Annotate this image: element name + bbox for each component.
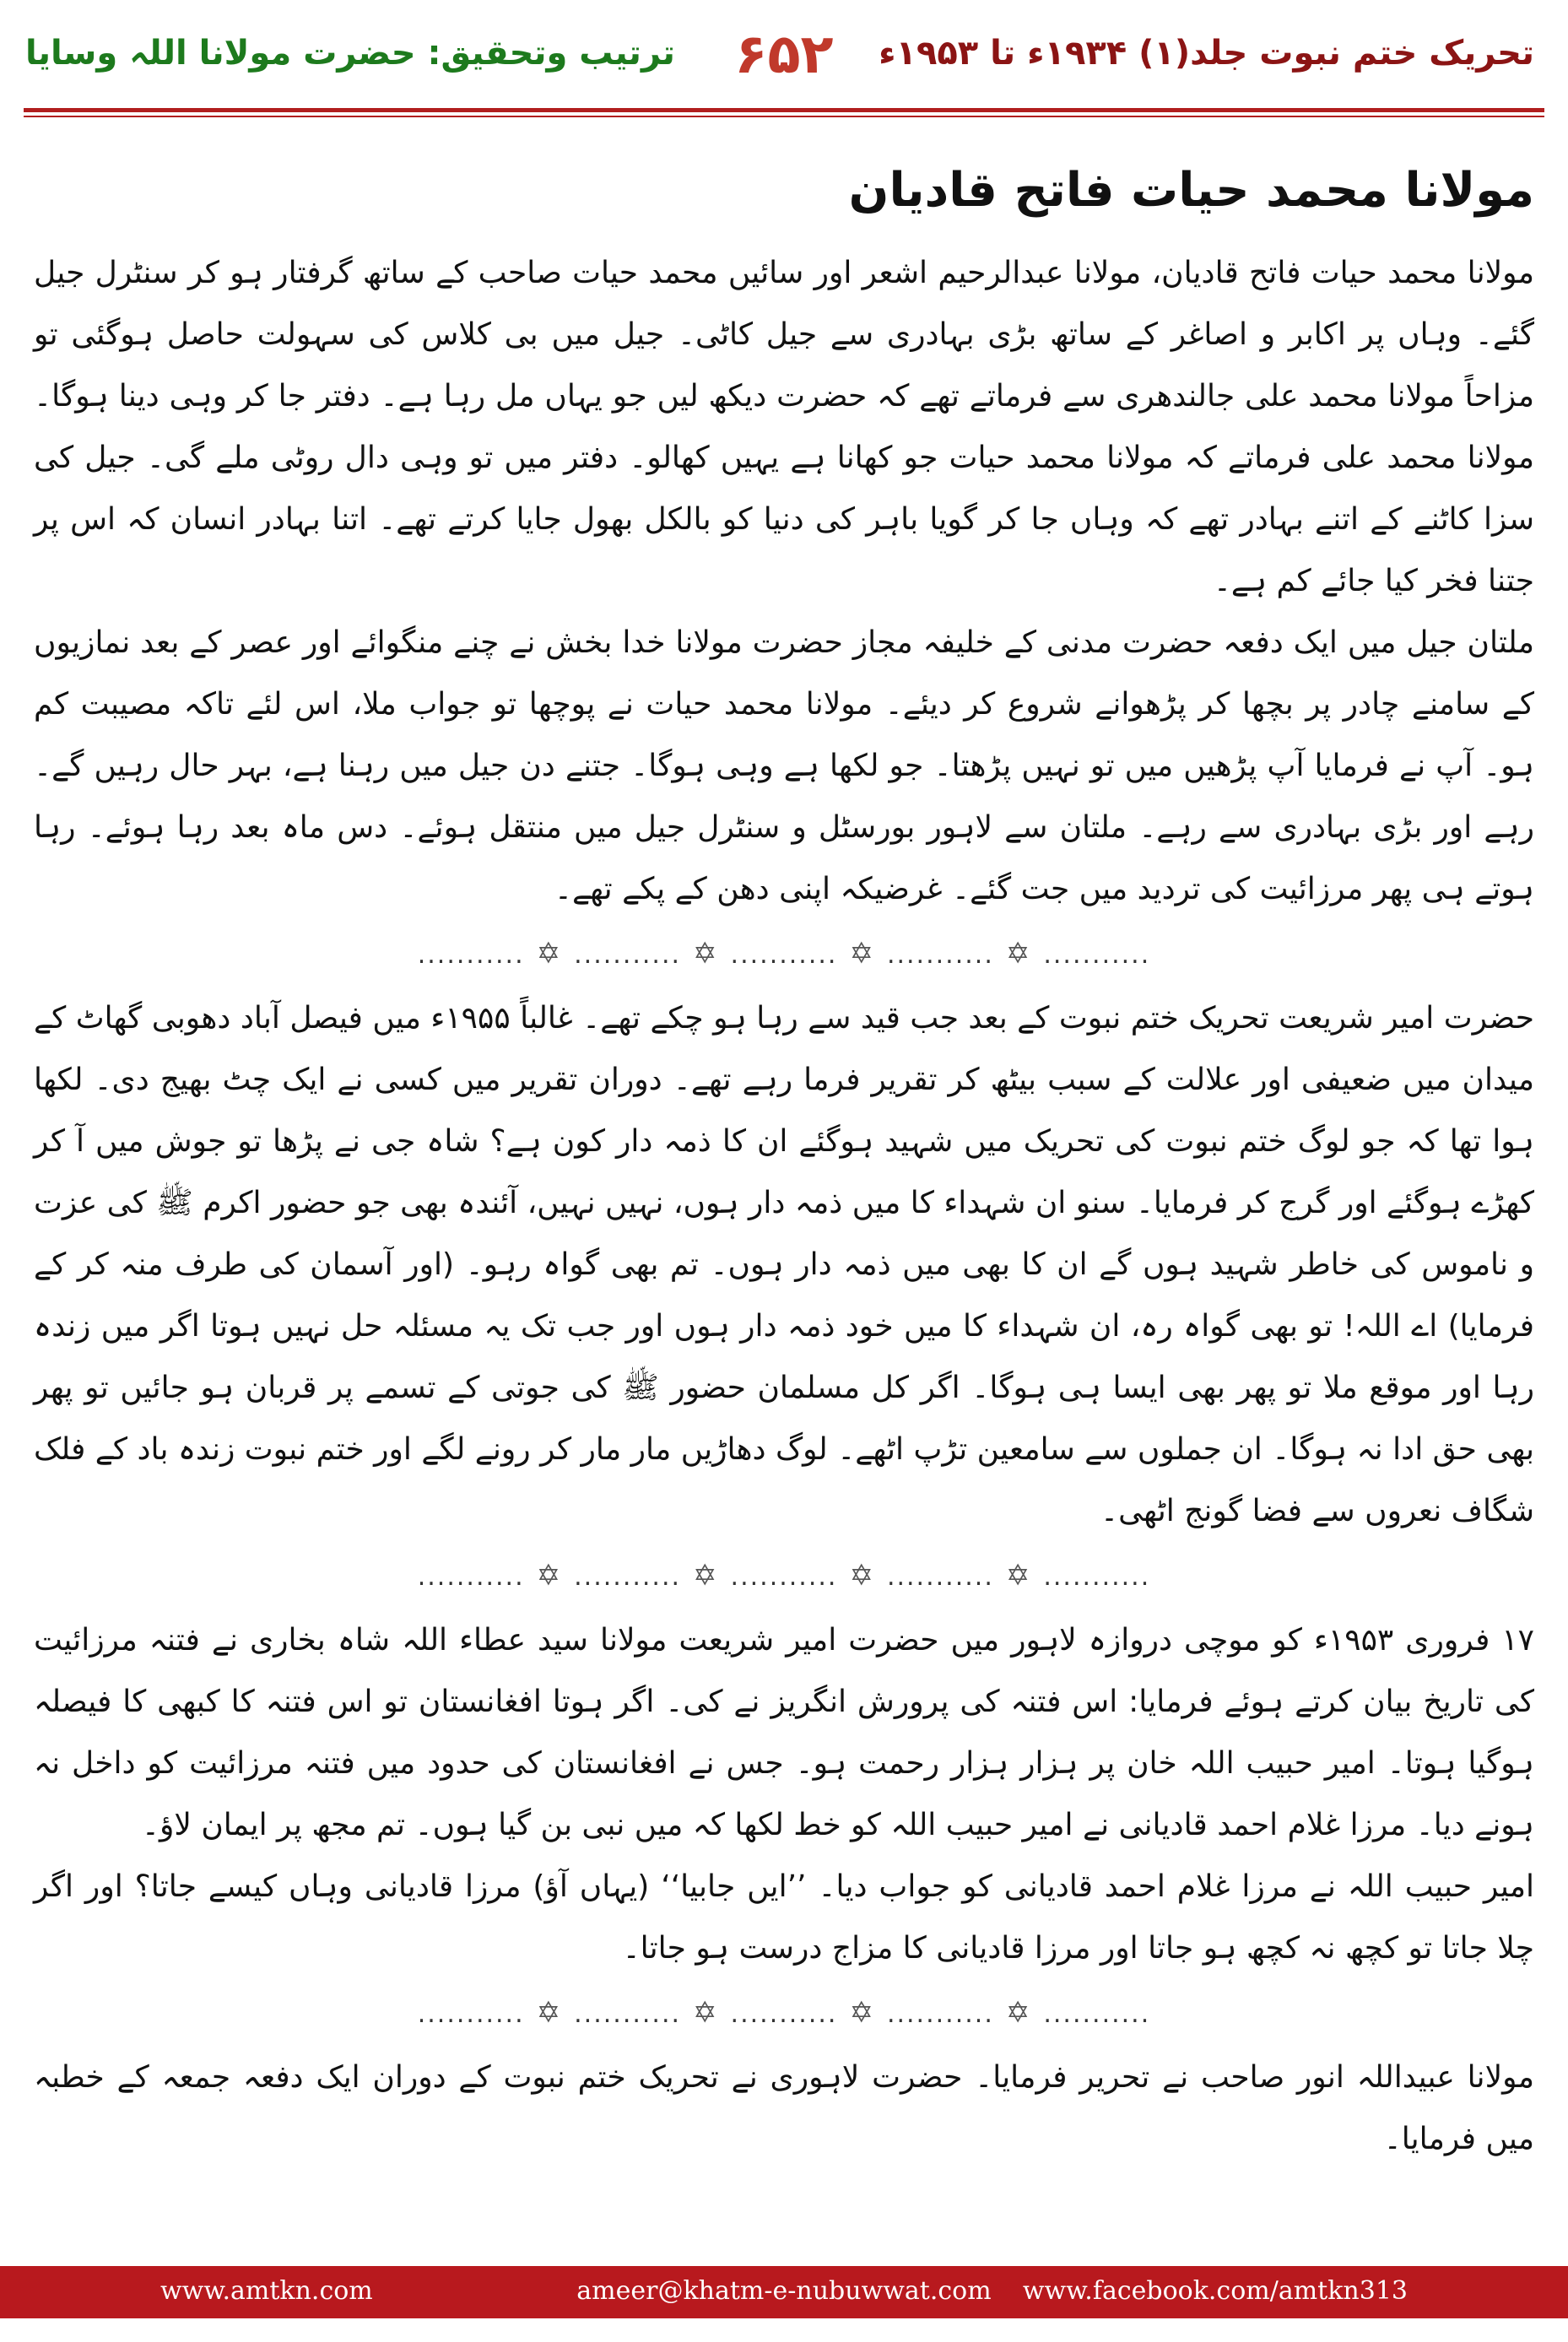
star-icon: ✡ — [693, 936, 719, 971]
paragraph: مولانا عبیداللہ انور صاحب نے تحریر فرمایا۔ حضرت لاہوری نے تحریک ختم نبوت کے دوران ایک دفعہ جمعہ کے خطبہ میں فرمایا۔ — [34, 2059, 1534, 2156]
footer-email[interactable]: ameer@khatm-e-nubuwwat.com — [576, 2276, 992, 2306]
paragraph: ۱۷ فروری ۱۹۵۳ء کو موچی دروازہ لاہور میں حضرت امیر شریعت مولانا سید عطاء اللہ شاہ بخاری نے فتنہ مرزائیت کی تاریخ بیان کرتے ہوئے فرمایا: اس فتنہ کی پرورش انگریز نے کی۔ اگر ہوتا افغانستان تو اس فتنہ کا کبھی کا فیصلہ ہوگیا ہوتا۔ امیر حبیب اللہ خان پر ہزار ہزار رحمت ہو۔ جس نے افغانستان کی حدود میں فتنہ مرزائیت کو داخل نہ ہونے دیا۔ مرزا غلام احمد قادیانی نے امیر حبیب اللہ کو خط لکھا کہ میں نبی بن گیا ہوں۔ تم مجھ پر ایمان لاؤ۔ — [34, 1622, 1535, 1842]
star-icon: ✡ — [849, 1558, 875, 1593]
star-icon: ✡ — [536, 1995, 563, 2030]
section-divider: ........... ✡ ........... ✡ ........... ✡ ........... ✡ ........... — [417, 936, 1151, 971]
paragraph: ملتان جیل میں ایک دفعہ حضرت مدنی کے خلیفہ مجاز حضرت مولانا خدا بخش نے چنے منگوائے اور عصر کے بعد نمازیوں کے سامنے چادر پر بچھا کر پڑھوانے شروع کر دیئے۔ مولانا محمد حیات نے پوچھا تو جواب ملا، اس لئے تاکہ مصیبت کم ہو۔ آپ نے فرمایا آپ پڑھیں میں تو نہیں پڑھتا۔ جو لکھا ہے وہی ہوگا۔ جتنے دن جیل میں رہنا ہے، بہر حال رہیں گے۔ رہے اور بڑی بہادری سے رہے۔ ملتان سے لاہور بورسٹل و سنٹرل جیل میں منتقل ہوئے۔ دس ماہ بعد رہا ہوئے۔ رہا ہوتے ہی پھر مرزائیت کی تردید میں جت گئے۔ غرضیکہ اپنی دھن کے پکے تھے۔ — [34, 625, 1534, 906]
paragraph: امیر حبیب اللہ نے مرزا غلام احمد قادیانی کو جواب دیا۔ ’’ایں جابیا‘‘ (یہاں آؤ) مرزا قادیانی وہاں کیسے جاتا؟ اور اگر چلا جاتا تو کچھ نہ کچھ ہو جاتا اور مرزا قادیانی کا مزاج درست ہو جاتا۔ — [34, 1869, 1534, 1966]
star-icon: ✡ — [849, 936, 875, 971]
footer-website[interactable]: www.amtkn.com — [160, 2276, 373, 2306]
paragraph: مولانا محمد حیات فاتح قادیان، مولانا عبدالرحیم اشعر اور سائیں محمد حیات صاحب کے ساتھ گرفتار ہو کر سنٹرل جیل گئے۔ وہاں پر اکابر و اصاغر کے ساتھ بڑی بہادری سے جیل کاٹی۔ جیل میں بی کلاس کی سہولت حاصل ہوگئی تو مزاحاً مولانا محمد علی جالندھری سے فرماتے تھے کہ حضرت دیکھ لیں جو یہاں مل رہا ہے۔ دفتر جا کر وہی دینا ہوگا۔ مولانا محمد علی فرماتے کہ مولانا محمد حیات جو کھانا ہے یہیں کھالو۔ دفتر میں تو وہی دال روٹی ملے گی۔ جیل کی سزا کاٹنے کے اتنے بہادر تھے کہ وہاں جا کر گویا باہر کی دنیا کو بالکل بھول جایا کرتے تھے۔ اتنا بہادر انسان کہ اس پر جتنا فخر کیا جائے کم ہے۔ — [34, 255, 1534, 598]
page-footer — [0, 2266, 1568, 2318]
section-divider: ........... ✡ ........... ✡ ........... ✡ ........... ✡ ........... — [417, 1558, 1151, 1593]
footer-facebook[interactable]: www.facebook.com/amtkn313 — [1022, 2276, 1408, 2306]
star-icon: ✡ — [1005, 936, 1032, 971]
star-icon: ✡ — [536, 936, 563, 971]
star-icon: ✡ — [693, 1995, 719, 2030]
star-icon: ✡ — [1005, 1558, 1032, 1593]
book-title: تحریک ختم نبوت جلد(۱) ۱۹۳۴ء تا ۱۹۵۳ء — [879, 34, 1534, 73]
page-content — [34, 127, 1534, 2170]
section-divider: ........... ✡ ........... ✡ ........... ✡ ........... ✡ ........... — [417, 1995, 1151, 2030]
header-rule-thin — [24, 116, 1544, 117]
star-icon: ✡ — [536, 1558, 563, 1593]
section-title: مولانا محمد حیات فاتح قادیان — [848, 163, 1534, 218]
star-icon: ✡ — [1005, 1995, 1032, 2030]
page-number: ۶۵۲ — [734, 24, 834, 86]
paragraph: حضرت امیر شریعت تحریک ختم نبوت کے بعد جب قید سے رہا ہو چکے تھے۔ غالباً ۱۹۵۵ء میں فیصل آباد دھوبی گھاٹ کے میدان میں ضعیفی اور علالت کے سبب بیٹھ کر تقریر فرما رہے تھے۔ دوران تقریر میں کسی نے ایک چٹ بھیج دی۔ لکھا ہوا تھا کہ جو لوگ ختم نبوت کی تحریک میں شہید ہوگئے ان کا ذمہ دار کون ہے؟ شاہ جی نے پڑھا تو جوش میں آ کر کھڑے ہوگئے اور گرج کر فرمایا۔ سنو ان شہداء کا میں ذمہ دار ہوں، نہیں نہیں، آئندہ بھی جو حضور اکرم ﷺ کی عزت و ناموس کی خاطر شہید ہوں گے ان کا بھی میں ذمہ دار ہوں۔ تم بھی گواہ رہو۔ (اور آسمان کی طرف منہ کر کے فرمایا) اے اللہ! تو بھی گواہ رہ، ان شہداء کا میں خود ذمہ دار ہوں اور جب تک یہ مسئلہ حل نہیں ہوتا اگر میں زندہ رہا اور موقع ملا تو پھر بھی ایسا ہی ہوگا۔ اگر کل مسلمان حضور ﷺ کی جوتی کے تسمے پر قربان ہو جائیں تو پھر بھی حق ادا نہ ہوگا۔ ان جملوں سے سامعین تڑپ اٹھے۔ لوگ دھاڑیں مار مار کر رونے لگے اور ختم نبوت زندہ باد کے فلک شگاف نعروں سے فضا گونج اٹھی۔ — [34, 1000, 1535, 1528]
page-header — [0, 0, 1568, 127]
star-icon: ✡ — [849, 1995, 875, 2030]
editor-credit: ترتیب وتحقیق: حضرت مولانا اللہ وسایا — [25, 34, 675, 73]
header-rule — [24, 108, 1544, 112]
star-icon: ✡ — [693, 1558, 719, 1593]
